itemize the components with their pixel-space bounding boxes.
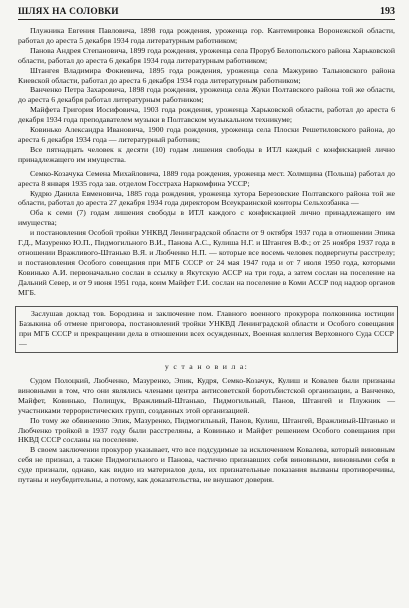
paragraph: Штангея Владимира Фокиевича, 1895 года рождения, уроженца села Мажуриво Тальновского района Киевской области, работал до ареста 6 декабря 1934 года литературным работником; bbox=[18, 65, 395, 85]
paragraph: и постановления Особой тройки УНКВД Ленинградской области от 9 октября 1937 года в отношении Эпика Г.Д., Мазуренко Ю.П., Пидмогильного В.И., Панова А.С., Кулиша Н.Г. и Штангея В.Ф.; от 25 ноября 1937 года в отношении Вражливого-Штанько В.Я. и Любченко Н.П. — которые все восемь человек подвергнуты расстрелу; и постановления Особого совещания при МГБ СССР от 24 мая 1947 года и от 7 июля 1950 года, которыми Ковинько А.И. первоначально сослан в ссылку в Якутскую АССР на три года, а затем сослан на поселение на Дальний Север, и от 9 июня 1951 года, коим Майфет Г.И. сослан на поселение в Коми АССР под надзор органов МГБ. bbox=[18, 228, 395, 297]
boxed-paragraph bbox=[15, 306, 398, 353]
paragraph: Плужника Евгения Павловича, 1898 года рождения, уроженца гор. Кантемировка Воронежской области, работал до ареста 5 декабря 1934 года литературным работником; bbox=[18, 26, 395, 45]
paragraph: Майфета Григория Иосифовича, 1903 года рождения, уроженца Харьковской области, работал до ареста 6 декабря 1934 года преподавателем музыки в Полтавском музыкальном техникуме; bbox=[18, 105, 395, 125]
paragraph: Оба к семи (7) годам лишения свободы в ИТЛ каждого с конфискацией лично принадлежащего им имущества; bbox=[18, 208, 395, 228]
paragraph: В своем заключении прокурор указывает, что все подсудимые за исключением Ковалева, который виновным себя не признал, а также Пидмогильного и Панова, частично признавших себя виновными, виновными себя в суде признали, однако, как видно из материалов дела, их признательные показания вызваны противоречивы, путаны и неубедительны, а потому, как доказательства, не внушают доверия. bbox=[18, 445, 395, 485]
paragraph: Судом Полоцкий, Любченко, Мазуренко, Эпик, Кудря, Семко-Козачук, Кулиш и Ковалев были признаны виновными в том, что они являлись членами центра антисоветской боротьбистской организации, а Ванченко, Майфет, Ковинько, Полищук, Вражливый-Штанько, Пидмогильный, Панов, Штангей и Плужник — участниками террористических групп, созданных этой организацией. bbox=[18, 376, 395, 415]
page-number: 193 bbox=[380, 6, 395, 17]
paragraph: Ванченко Петра Захаровича, 1898 года рождения, уроженца села Жуки Полтавского района той же области, до ареста 6 декабря работал литературным работником; bbox=[18, 85, 395, 105]
paragraph: Панова Андрея Степановича, 1899 года рождения, уроженца села Проруб Белопольского района Харьковской области, работал до ареста 6 декабря 1934 года литературным работником; bbox=[18, 45, 395, 65]
section-heading-ustanovila: у с т а н о в и л а: bbox=[164, 362, 249, 372]
paragraph: Все пятнадцать человек к десяти (10) годам лишения свободы в ИТЛ каждый с конфискацией лично принадлежащего им имущества. bbox=[18, 144, 395, 164]
paragraph: По тому же обвинению Эпик, Мазуренко, Пидмогильный, Панов, Кулиш, Штангей, Вражливый-Штанько и Любченко тройкой в 1937 году были расстреляны, а Ковинько и Майфет решением Особого совещания при НКВД СССР сосланы на поселение. bbox=[18, 415, 395, 445]
paragraph: Кудрю Данила Евменовича, 1885 года рождения, уроженца хутора Березовские Полтавского района той же области, работал до ареста 27 декабря 1934 года директором Всеукраинской конторы Сельхозбанка — bbox=[18, 188, 395, 208]
paragraph: Семко-Козачука Семена Михайловича, 1889 года рождения, уроженца мест. Холмщина (Польша) работал до ареста 8 января 1935 года зав. отделом Госстраха Наркомфина УССР; bbox=[18, 168, 395, 188]
running-title: ШЛЯХ НА СОЛОВКИ bbox=[18, 7, 119, 17]
running-header bbox=[18, 6, 395, 20]
paragraph: Ковинько Александра Ивановича, 1900 года рождения, уроженца села Плоски Решетиловского района, до ареста 6 декабря 1934 года — литературный работник; bbox=[18, 125, 395, 144]
paragraph: Заслушав доклад тов. Бородзина и заключение пом. Главного военного прокурора полковника юстиции Базыкина об отмене приговора, постановлений тройки УНКВД Ленинградской области и Особого совещания при МГБ СССР и прекращении дела в отношении всех осужденных, Военная коллегия Верховного Суда СССР — bbox=[19, 309, 394, 349]
